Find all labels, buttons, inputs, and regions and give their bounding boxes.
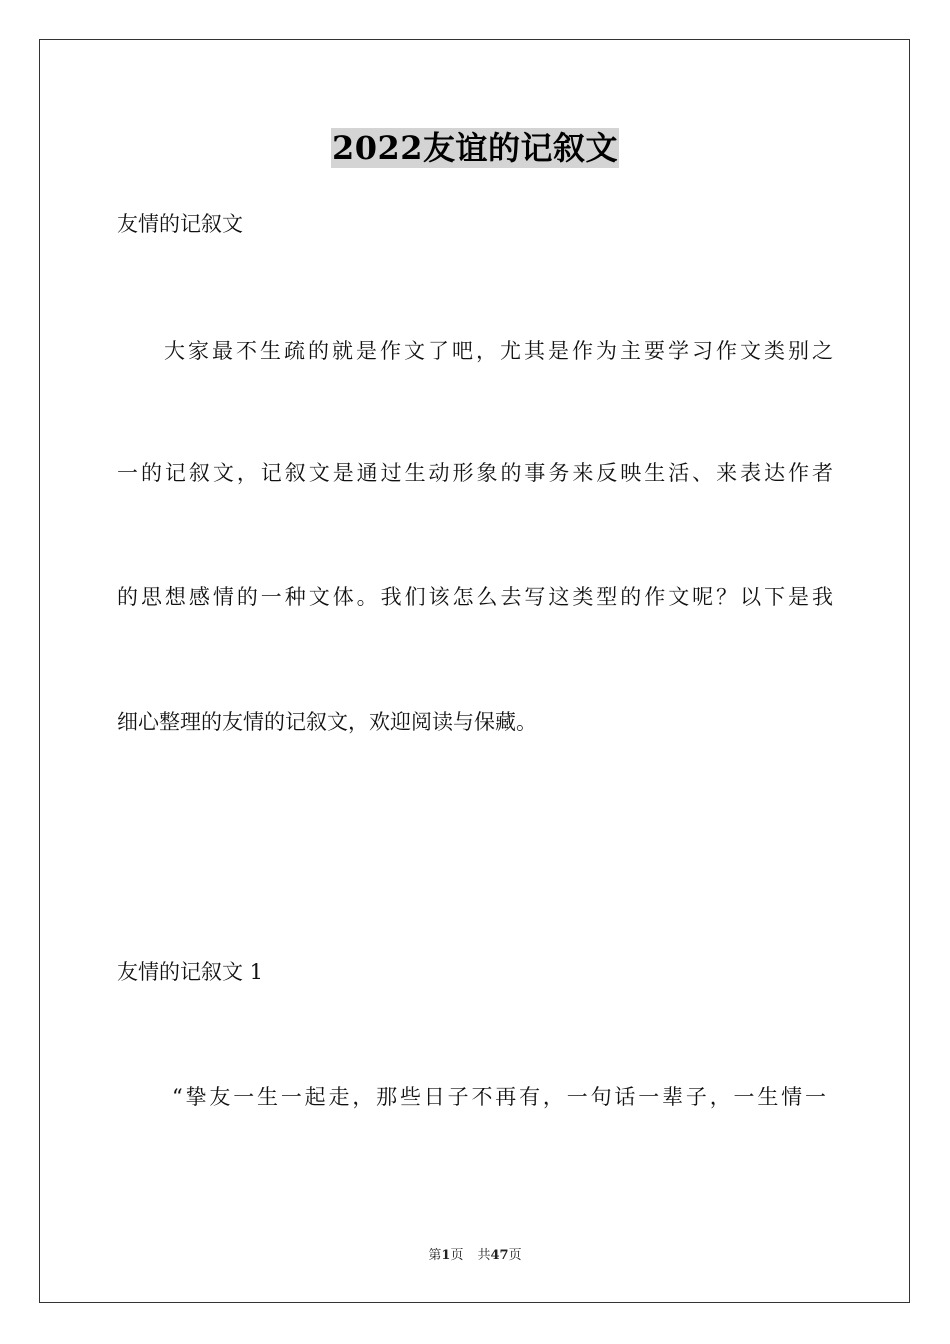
total-page-count: 47 [490,1248,509,1263]
intro-line-3: 的思想感情的一种文体。我们该怎么去写这类型的作文呢？以下是我 [117,585,833,609]
total-prefix: 共 [477,1248,491,1263]
title-container [0,128,950,168]
document-title: 2022友谊的记叙文 [331,129,619,167]
current-page-number: 1 [441,1248,451,1263]
section-first-line: “挚友一生一起走，那些日子不再有，一句话一辈子，一生情一 [172,1085,826,1109]
total-unit: 页 [508,1248,522,1263]
section-heading: 友情的记叙文 1 [117,960,264,984]
page-prefix: 第 [428,1248,442,1263]
document-subtitle: 友情的记叙文 [117,212,243,236]
intro-line-1: 大家最不生疏的就是作文了吧，尤其是作为主要学习作文类别之 [164,339,833,363]
intro-line-4: 细心整理的友情的记叙文，欢迎阅读与保藏。 [117,710,537,734]
intro-line-2: 一的记叙文，记叙文是通过生动形象的事务来反映生活、来表达作者 [117,461,833,485]
page-footer [0,1247,950,1265]
page-unit: 页 [450,1248,464,1263]
